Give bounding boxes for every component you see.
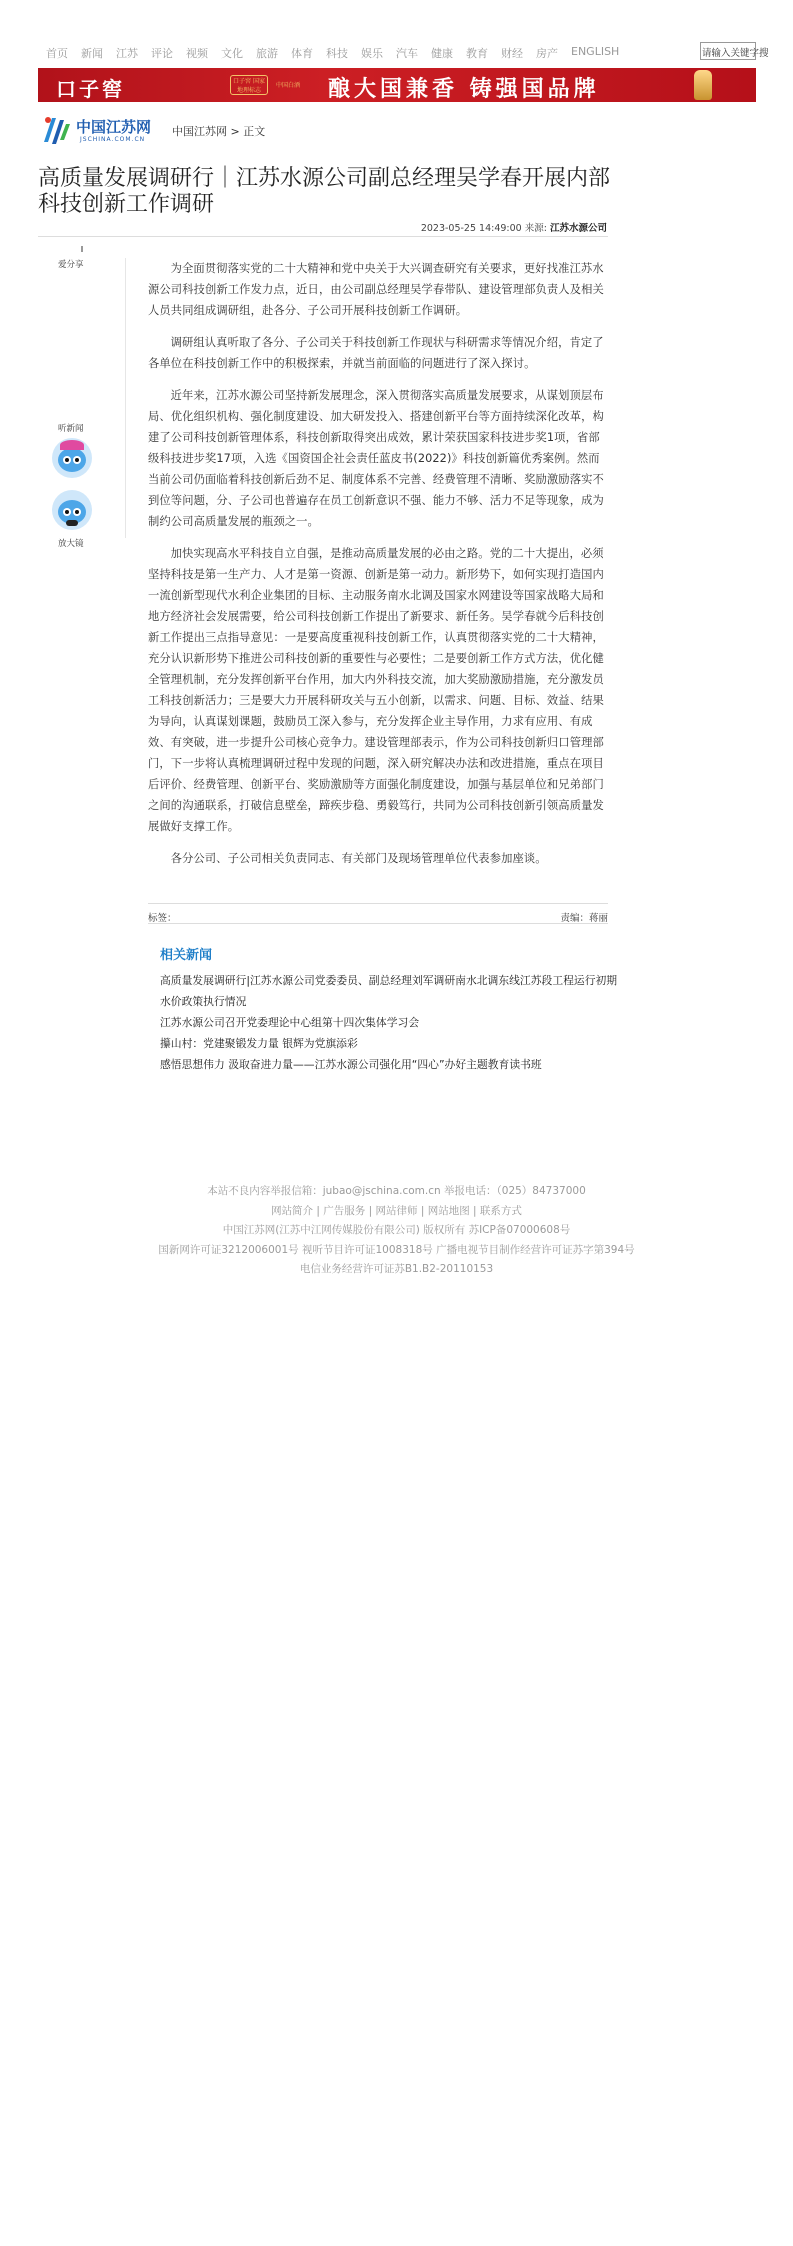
- zoom-mascot-icon[interactable]: [52, 490, 92, 530]
- related-link[interactable]: 攥山村：党建聚锻发力量 银辉为党旗添彩: [160, 1037, 358, 1050]
- nav-links: [46, 45, 632, 61]
- footer: [0, 1182, 793, 1280]
- breadcrumb[interactable]: 中国江苏网 > 正文: [172, 125, 266, 138]
- footer-license: 国新网许可证3212006001号 视听节目许可证1008318号 广播电视节目制作经营许可证苏字第394号: [158, 1243, 635, 1256]
- source-label: 来源:: [524, 223, 547, 234]
- nav-link-home[interactable]: 首页: [46, 47, 68, 60]
- nav-link-entertainment[interactable]: 娱乐: [361, 47, 383, 60]
- footer-links[interactable]: 网站简介 | 广告服务 | 网站律师 | 网站地图 | 联系方式: [271, 1204, 522, 1217]
- banner-badge-sub: 中国白酒: [276, 82, 301, 89]
- footer-telecom-license: 电信业务经营许可证苏B1.B2-20110153: [299, 1263, 494, 1275]
- nav-link-realestate[interactable]: 房产: [536, 47, 558, 60]
- banner-ad[interactable]: [38, 68, 756, 102]
- bottle-icon: [694, 70, 712, 100]
- site-logo[interactable]: [40, 112, 152, 148]
- editor-name: 蒋丽: [588, 913, 608, 924]
- article-paragraph: 为全面贯彻落实党的二十大精神和党中央关于大兴调查研究有关要求，更好找准江苏水源公司科技创新工作发力点，近日，由公司副总经理吴学春带队、建设管理部负责人及相关人员共同组成调研组，赴各分、子公司开展科技创新工作调研。: [148, 262, 604, 317]
- logo-name: 中国江苏网: [76, 118, 152, 136]
- footer-report: 本站不良内容举报信箱：jubao@jschina.com.cn 举报电话：（025）84737000: [207, 1185, 586, 1197]
- related-link[interactable]: 感悟思想伟力 汲取奋进力量——江苏水源公司强化用“四心”办好主题教育读书班: [160, 1058, 542, 1071]
- divider: [38, 236, 608, 237]
- nav-link-sports[interactable]: 体育: [291, 47, 313, 60]
- nav-link-video[interactable]: 视频: [186, 47, 208, 60]
- banner-slogan: 酿大国兼香 铸强国品牌: [328, 76, 600, 102]
- nav-link-finance[interactable]: 财经: [501, 47, 523, 60]
- divider: [125, 258, 126, 538]
- nav-link-culture[interactable]: 文化: [221, 47, 243, 60]
- page-title: 高质量发展调研行｜江苏水源公司副总经理吴学春开展内部科技创新工作调研: [38, 166, 611, 217]
- share-icon: [81, 246, 83, 252]
- nav-link-opinion[interactable]: 评论: [151, 47, 173, 60]
- footer-copyright: 中国江苏网(江苏中江网传媒股份有限公司) 版权所有 苏ICP备07000608号: [222, 1224, 571, 1236]
- divider: [148, 923, 608, 924]
- nav-link-auto[interactable]: 汽车: [396, 47, 418, 60]
- article-paragraph: 加快实现高水平科技自立自强，是推动高质量发展的必由之路。党的二十大提出，必须坚持科技是第一生产力、人才是第一资源、创新是第一动力。新形势下，如何实现打造国内一流创新型现代水利企业集团的目标、主动服务南水北调及国家水网建设等国家战略大局和地方经济社会发展需要，给公司科技创新工作提出了新要求、新任务。吴学春就今后科技创新工作提出三点指导意见：一是要高度重视科技创新工作，认真贯彻落实党的二十大精神，充分认识新形势下推进公司科技创新的重要性与必要性；二是要创新工作方式方法，优化健全管理机制，充分发挥创新平台作用，加大内外科技交流，加大奖励激励措施，充分激发员工科技创新活力；三是要大力开展科研攻关与五小创新，以需求、问题、目标、效益、结果为导向，认真谋划课题，鼓励员工深入参与，充分发挥企业主导作用，力求有应用、有成效、有突破，进一步提升公司核心竞争力。建设管理部表示，作为公司科技创新归口管理部门，下一步将认真梳理调研过程中发现的问题，深入研究解决办法和改进措施，重点在项目后评价、经费管理、创新平台、奖励激励等方面强化制度建设，加强与基层单位和兄弟部门之间的沟通联系，打破信息壁垒，蹄疾步稳、勇毅笃行，共同为公司科技创新引领高质量发展做好支撑工作。: [148, 547, 604, 833]
- nav-link-tech[interactable]: 科技: [326, 47, 348, 60]
- related-heading: 相关新闻: [160, 948, 213, 963]
- article-paragraph: 各分公司、子公司相关负责同志、有关部门及现场管理单位代表参加座谈。: [170, 852, 547, 865]
- tags-label: 标签：: [148, 913, 177, 924]
- related-news: [160, 944, 620, 1075]
- article-source: 江苏水源公司: [549, 223, 607, 234]
- article-meta: [421, 220, 607, 234]
- nav-link-news[interactable]: 新闻: [81, 47, 103, 60]
- search-input[interactable]: 请输入关键字搜: [700, 42, 756, 60]
- nav-link-jiangsu[interactable]: 江苏: [116, 47, 138, 60]
- nav-link-english[interactable]: ENGLISH: [571, 45, 620, 58]
- editor-label: 责编：: [560, 913, 589, 924]
- related-link[interactable]: 江苏水源公司召开党委理论中心组第十四次集体学习会: [160, 1016, 420, 1029]
- nav-link-education[interactable]: 教育: [466, 47, 488, 60]
- banner-badge: 口子窖 国家地理标志: [230, 75, 268, 95]
- article-body: [148, 258, 608, 880]
- banner-brand: 口子窖: [56, 77, 125, 101]
- article-datetime: 2023-05-25 14:49:00: [420, 223, 522, 234]
- nav-link-travel[interactable]: 旅游: [256, 47, 278, 60]
- related-link[interactable]: 高质量发展调研行|江苏水源公司党委委员、副总经理刘军调研南水北调东线江苏段工程运行初期水价政策执行情况: [160, 974, 618, 1008]
- share-button[interactable]: 爱分享: [58, 260, 84, 270]
- logo-domain: JSCHINA.COM.CN: [80, 136, 146, 143]
- article-paragraph: 近年来，江苏水源公司坚持新发展理念，深入贯彻落实高质量发展要求，从谋划顶层布局、优化组织机构、强化制度建设、加大研发投入、搭建创新平台等方面持续深化改革，构建了公司科技创新管理体系，科技创新取得突出成效，累计荣获国家科技进步奖1项，省部级科技进步奖17项，入选《国资国企社会责任蓝皮书(2022)》科技创新篇优秀案例。然而当前公司仍面临着科技创新后劲不足、制度体系不完善、经费管理不清晰、奖励激励落实不到位等问题，分、子公司也普遍存在员工创新意识不强、能力不够、活力不足等现象，成为制约公司高质量发展的瓶颈之一。: [148, 389, 604, 528]
- top-nav: [38, 42, 769, 62]
- nav-link-health[interactable]: 健康: [431, 47, 453, 60]
- tags-row: [148, 903, 608, 923]
- editor: [560, 910, 608, 924]
- logo-mark-icon: [40, 112, 72, 148]
- listen-news-label: 听新闻: [58, 424, 84, 434]
- zoom-label: 放大镜: [58, 539, 84, 549]
- article-paragraph: 调研组认真听取了各分、子公司关于科技创新工作现状与科研需求等情况介绍，肯定了各单位在科技创新工作中的积极探索，并就当前面临的问题进行了深入探讨。: [148, 336, 604, 370]
- listen-mascot-icon[interactable]: [52, 438, 92, 478]
